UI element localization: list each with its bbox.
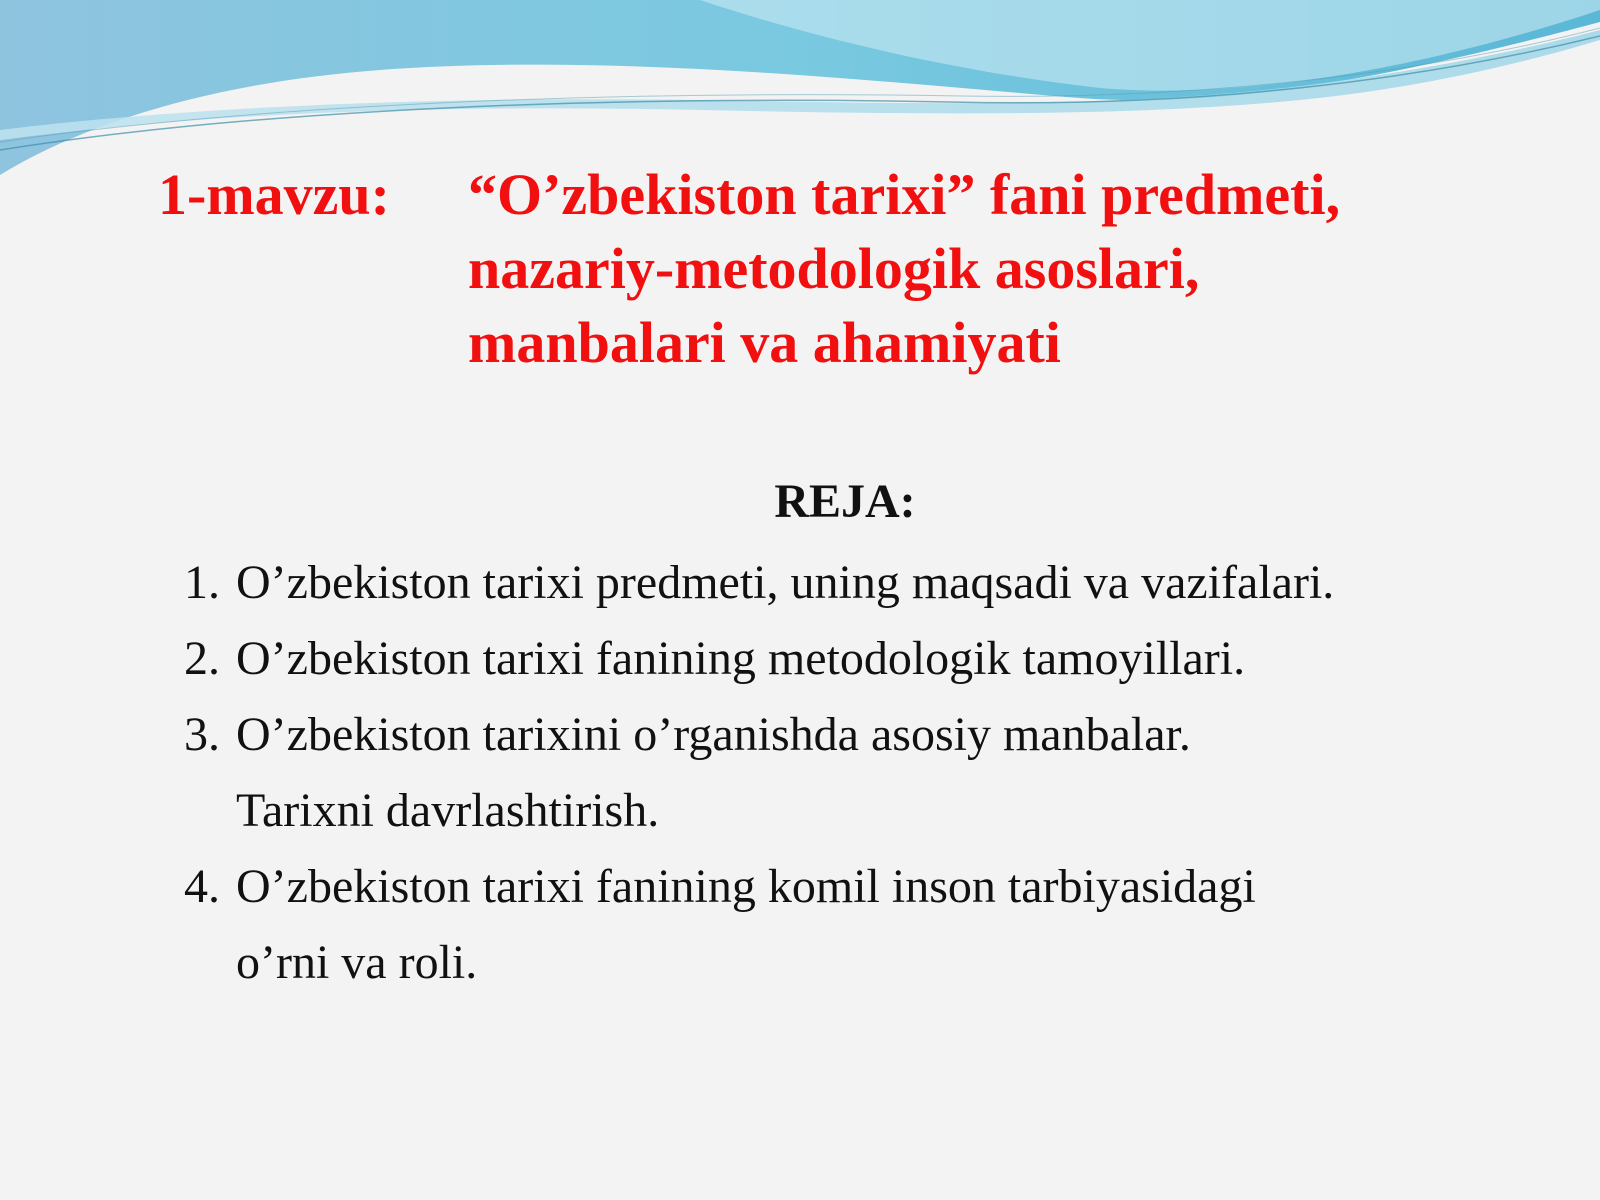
plan-item-text-continued: o’rni va roli. (236, 936, 478, 989)
title-line-2: nazariy-metodologik asoslari, (468, 236, 1200, 301)
plan-item-number: 1. (184, 556, 220, 609)
plan-list (184, 545, 1584, 1001)
plan-item-4 (184, 849, 1584, 1001)
plan-heading: REJA: (774, 475, 916, 528)
title-text-1: “O’zbekiston tarixi” fani predmeti, (468, 162, 1341, 227)
title-line-3: manbalari va ahamiyati (468, 310, 1061, 375)
plan-item-number: 2. (184, 632, 220, 685)
title-prefix: 1-mavzu: (158, 162, 390, 227)
plan-item-number: 4. (184, 860, 220, 913)
plan-item-text: O’zbekiston tarixi predmeti, uning maqsadi va vazifalari. (236, 556, 1335, 609)
plan-item-3 (184, 697, 1584, 849)
plan-item-text: O’zbekiston tarixi fanining metodologik tamoyillari. (236, 632, 1246, 685)
slide-title (158, 158, 1558, 380)
plan-item-text: O’zbekiston tarixi fanining komil inson tarbiyasidagi (236, 860, 1256, 913)
plan-item-2 (184, 621, 1584, 697)
plan-item-text-continued: Tarixni davrlashtirish. (236, 784, 660, 837)
title-line-1 (158, 158, 1558, 232)
plan-item-1 (184, 545, 1584, 621)
plan-item-number: 3. (184, 708, 220, 761)
plan-item-text: O’zbekiston tarixini o’rganishda asosiy manbalar. (236, 708, 1191, 761)
